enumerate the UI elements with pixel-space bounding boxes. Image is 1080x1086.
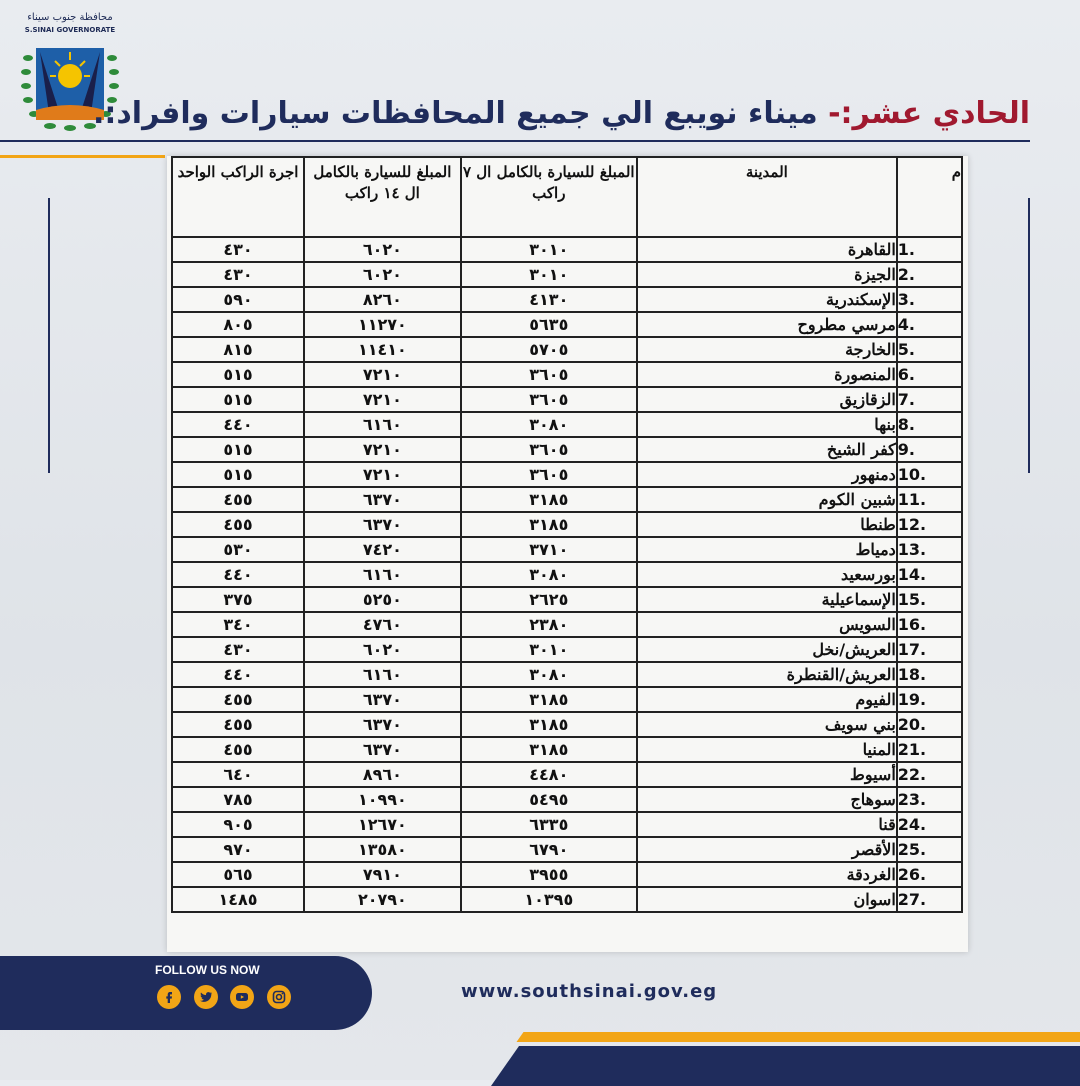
row-number: 20. — [897, 712, 962, 737]
row-price-7: ٣٧١٠ — [461, 537, 637, 562]
row-number: 27. — [897, 887, 962, 912]
row-number: 12. — [897, 512, 962, 537]
row-price-14: ٦٣٧٠ — [304, 512, 461, 537]
facebook-icon[interactable] — [157, 985, 181, 1009]
row-per-passenger: ١٤٨٥ — [172, 887, 304, 912]
row-number: 10. — [897, 462, 962, 487]
row-number: 15. — [897, 587, 962, 612]
row-city: قنا — [637, 812, 897, 837]
row-price-7: ٣٩٥٥ — [461, 862, 637, 887]
row-price-14: ٦٣٧٠ — [304, 712, 461, 737]
row-city: الغردقة — [637, 862, 897, 887]
row-number: 23. — [897, 787, 962, 812]
row-price-14: ٦٠٢٠ — [304, 237, 461, 262]
row-city: كفر الشيخ — [637, 437, 897, 462]
row-city: بنها — [637, 412, 897, 437]
row-price-7: ٢٣٨٠ — [461, 612, 637, 637]
row-number: 4. — [897, 312, 962, 337]
row-per-passenger: ٤٣٠ — [172, 637, 304, 662]
title-section-number: الحادي عشر:- — [828, 96, 1030, 131]
row-number: 16. — [897, 612, 962, 637]
row-price-7: ٣٠٨٠ — [461, 562, 637, 587]
row-price-7: ٣١٨٥ — [461, 712, 637, 737]
follow-us-label: FOLLOW US NOW — [155, 963, 260, 977]
row-city: الأقصر — [637, 837, 897, 862]
row-per-passenger: ٥١٥ — [172, 437, 304, 462]
row-per-passenger: ٥٦٥ — [172, 862, 304, 887]
row-price-14: ٧٤٢٠ — [304, 537, 461, 562]
row-price-7: ٣٠٨٠ — [461, 662, 637, 687]
row-number: 18. — [897, 662, 962, 687]
row-price-14: ٦٣٧٠ — [304, 737, 461, 762]
row-number: 19. — [897, 687, 962, 712]
row-city: دمياط — [637, 537, 897, 562]
row-city: الخارجة — [637, 337, 897, 362]
row-city: سوهاج — [637, 787, 897, 812]
row-city: الجيزة — [637, 262, 897, 287]
row-city: بني سويف — [637, 712, 897, 737]
header-price-14: المبلغ للسيارة بالكامل ال ١٤ راكب — [304, 157, 461, 237]
row-number: 7. — [897, 387, 962, 412]
table-row — [172, 462, 962, 487]
table-row — [172, 837, 962, 862]
row-price-7: ٣٠٨٠ — [461, 412, 637, 437]
row-number: 24. — [897, 812, 962, 837]
row-city: الإسماعيلية — [637, 587, 897, 612]
row-city: دمنهور — [637, 462, 897, 487]
row-per-passenger: ٩٠٥ — [172, 812, 304, 837]
table-row — [172, 637, 962, 662]
header-per-passenger: اجرة الراكب الواحد — [172, 157, 304, 237]
row-number: 26. — [897, 862, 962, 887]
row-city: المنيا — [637, 737, 897, 762]
row-city: الزقازيق — [637, 387, 897, 412]
row-city: الفيوم — [637, 687, 897, 712]
header-city: المدينة — [637, 157, 897, 237]
row-city: مرسي مطروح — [637, 312, 897, 337]
table-row — [172, 787, 962, 812]
row-per-passenger: ٤٤٠ — [172, 412, 304, 437]
row-price-14: ٢٠٧٩٠ — [304, 887, 461, 912]
row-per-passenger: ٧٨٥ — [172, 787, 304, 812]
row-price-7: ٦٣٣٥ — [461, 812, 637, 837]
row-per-passenger: ٦٤٠ — [172, 762, 304, 787]
row-price-14: ٦٠٢٠ — [304, 262, 461, 287]
row-number: 8. — [897, 412, 962, 437]
website-link[interactable]: www.southsinai.gov.eg — [461, 981, 718, 1002]
row-price-7: ٤٤٨٠ — [461, 762, 637, 787]
row-city: شبين الكوم — [637, 487, 897, 512]
row-price-7: ٤١٣٠ — [461, 287, 637, 312]
gold-footer-band — [516, 1032, 1080, 1042]
row-price-14: ١١٢٧٠ — [304, 312, 461, 337]
row-per-passenger: ٤٣٠ — [172, 237, 304, 262]
row-price-14: ٨٩٦٠ — [304, 762, 461, 787]
row-price-14: ٧٢١٠ — [304, 387, 461, 412]
row-price-7: ٣٠١٠ — [461, 237, 637, 262]
row-price-14: ٧٩١٠ — [304, 862, 461, 887]
right-decor-line — [1028, 198, 1030, 473]
row-price-14: ٨٢٦٠ — [304, 287, 461, 312]
table-row — [172, 737, 962, 762]
navy-footer-band — [491, 1046, 1080, 1086]
row-price-7: ٦٧٩٠ — [461, 837, 637, 862]
fare-table — [171, 156, 963, 913]
header-number: م — [897, 157, 962, 237]
row-price-7: ٣٦٠٥ — [461, 437, 637, 462]
row-number: 11. — [897, 487, 962, 512]
row-price-14: ٦٣٧٠ — [304, 687, 461, 712]
left-decor-line — [48, 198, 50, 473]
row-city: العريش/نخل — [637, 637, 897, 662]
row-price-7: ٣٦٠٥ — [461, 462, 637, 487]
row-price-14: ٦٠٢٠ — [304, 637, 461, 662]
logo-arabic-text: محافظة جنوب سيناء — [27, 12, 113, 23]
row-price-14: ٦١٦٠ — [304, 662, 461, 687]
table-header-row — [172, 157, 962, 237]
row-price-14: ٧٢١٠ — [304, 362, 461, 387]
row-price-14: ١٢٦٧٠ — [304, 812, 461, 837]
row-per-passenger: ٥١٥ — [172, 362, 304, 387]
row-per-passenger: ٣٤٠ — [172, 612, 304, 637]
table-row — [172, 237, 962, 262]
table-row — [172, 562, 962, 587]
row-city: أسيوط — [637, 762, 897, 787]
gold-accent-line — [0, 155, 165, 158]
row-number: 1. — [897, 237, 962, 262]
table-row — [172, 362, 962, 387]
youtube-icon[interactable] — [230, 985, 254, 1009]
row-city: السويس — [637, 612, 897, 637]
table-row — [172, 312, 962, 337]
table-row — [172, 762, 962, 787]
row-per-passenger: ٤٣٠ — [172, 262, 304, 287]
page-title — [93, 96, 1030, 131]
table-row — [172, 437, 962, 462]
row-per-passenger: ٥١٥ — [172, 462, 304, 487]
row-number: 17. — [897, 637, 962, 662]
row-price-14: ٤٧٦٠ — [304, 612, 461, 637]
row-price-7: ١٠٣٩٥ — [461, 887, 637, 912]
row-price-7: ٣١٨٥ — [461, 487, 637, 512]
row-per-passenger: ٨١٥ — [172, 337, 304, 362]
row-price-7: ٣٦٠٥ — [461, 362, 637, 387]
row-price-7: ٥٦٣٥ — [461, 312, 637, 337]
title-underline — [0, 140, 1030, 142]
row-city: الإسكندرية — [637, 287, 897, 312]
row-price-7: ٣٠١٠ — [461, 637, 637, 662]
row-per-passenger: ٩٧٠ — [172, 837, 304, 862]
row-per-passenger: ٥٣٠ — [172, 537, 304, 562]
table-row — [172, 887, 962, 912]
row-price-7: ٥٤٩٥ — [461, 787, 637, 812]
row-city: المنصورة — [637, 362, 897, 387]
table-row — [172, 262, 962, 287]
row-number: 21. — [897, 737, 962, 762]
row-price-7: ٣١٨٥ — [461, 737, 637, 762]
row-price-14: ٥٢٥٠ — [304, 587, 461, 612]
row-per-passenger: ٤٤٠ — [172, 662, 304, 687]
table-row — [172, 687, 962, 712]
table-row — [172, 387, 962, 412]
row-price-14: ١٠٩٩٠ — [304, 787, 461, 812]
table-row — [172, 587, 962, 612]
table-row — [172, 662, 962, 687]
row-number: 22. — [897, 762, 962, 787]
row-per-passenger: ٤٥٥ — [172, 712, 304, 737]
row-city: العريش/القنطرة — [637, 662, 897, 687]
row-per-passenger: ٤٥٥ — [172, 487, 304, 512]
row-number: 25. — [897, 837, 962, 862]
row-city: طنطا — [637, 512, 897, 537]
fare-document — [167, 156, 968, 952]
row-price-14: ٦٣٧٠ — [304, 487, 461, 512]
table-row — [172, 487, 962, 512]
table-row — [172, 712, 962, 737]
logo-english-text: S.SINAI GOVERNORATE — [24, 26, 116, 34]
row-number: 9. — [897, 437, 962, 462]
row-city: القاهرة — [637, 237, 897, 262]
row-price-14: ١٣٥٨٠ — [304, 837, 461, 862]
row-number: 6. — [897, 362, 962, 387]
table-row — [172, 412, 962, 437]
row-per-passenger: ٤٥٥ — [172, 512, 304, 537]
table-row — [172, 537, 962, 562]
row-per-passenger: ٨٠٥ — [172, 312, 304, 337]
row-price-7: ٣٠١٠ — [461, 262, 637, 287]
row-number: 5. — [897, 337, 962, 362]
row-city: اسوان — [637, 887, 897, 912]
row-price-14: ٦١٦٠ — [304, 412, 461, 437]
title-text: ميناء نويبع الي جميع المحافظات سيارات وافراد:. — [93, 96, 829, 131]
table-row — [172, 287, 962, 312]
row-per-passenger: ٤٥٥ — [172, 687, 304, 712]
row-per-passenger: ٥١٥ — [172, 387, 304, 412]
row-per-passenger: ٥٩٠ — [172, 287, 304, 312]
row-price-7: ٣١٨٥ — [461, 687, 637, 712]
row-price-7: ٢٦٢٥ — [461, 587, 637, 612]
row-per-passenger: ٤٤٠ — [172, 562, 304, 587]
row-price-14: ١١٤١٠ — [304, 337, 461, 362]
row-per-passenger: ٣٧٥ — [172, 587, 304, 612]
table-row — [172, 612, 962, 637]
row-city: بورسعيد — [637, 562, 897, 587]
instagram-icon[interactable] — [267, 985, 291, 1009]
row-price-14: ٧٢١٠ — [304, 462, 461, 487]
row-price-14: ٧٢١٠ — [304, 437, 461, 462]
table-row — [172, 337, 962, 362]
header-price-7: المبلغ للسيارة بالكامل ال ٧ راكب — [461, 157, 637, 237]
row-number: 2. — [897, 262, 962, 287]
row-price-7: ٣١٨٥ — [461, 512, 637, 537]
row-number: 14. — [897, 562, 962, 587]
row-price-14: ٦١٦٠ — [304, 562, 461, 587]
row-number: 13. — [897, 537, 962, 562]
row-price-7: ٥٧٠٥ — [461, 337, 637, 362]
table-row — [172, 862, 962, 887]
row-number: 3. — [897, 287, 962, 312]
twitter-icon[interactable] — [194, 985, 218, 1009]
table-row — [172, 512, 962, 537]
table-row — [172, 812, 962, 837]
row-price-7: ٣٦٠٥ — [461, 387, 637, 412]
row-per-passenger: ٤٥٥ — [172, 737, 304, 762]
